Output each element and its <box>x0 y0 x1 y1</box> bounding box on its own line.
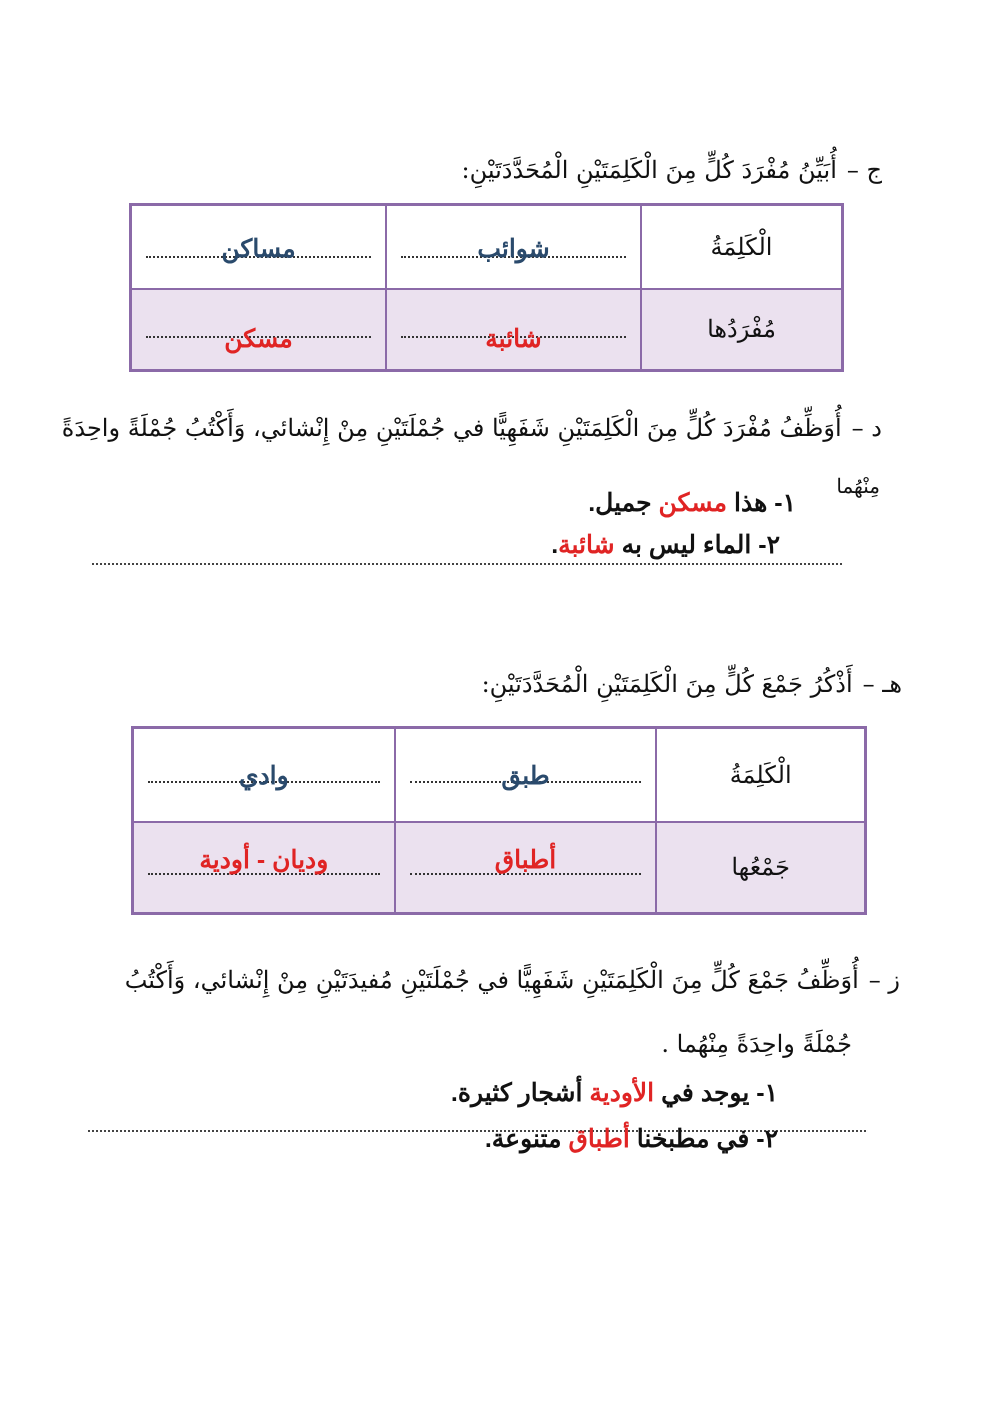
question-z-label: ز – <box>868 966 900 994</box>
sentence-z-1-post: أشجار كثيرة. <box>450 1079 583 1107</box>
table-h-header-plural: جَمْعُها <box>656 822 865 914</box>
table-c <box>129 203 844 372</box>
sentence-z-1-num: ١- <box>756 1079 778 1107</box>
question-z-text: أُوَظِّفُ جَمْعَ كُلٍّ مِنَ الْكَلِمَتَيْنِ شَفَهِيًّا في جُمْلَتَيْنِ مُفيدَتَيْنِ مِنْ إِنْشائي، وَأَكْتُبُ <box>124 966 859 994</box>
sentence-z-2-post: متنوعة. <box>484 1125 562 1153</box>
table-h-cell-word-1 <box>395 728 657 822</box>
table-c-word-2: مساكن <box>221 235 296 263</box>
table-c-answer-1: شائبة <box>485 324 542 353</box>
sentence-d-1-highlight: مسكن <box>658 489 728 517</box>
table-h-cell-answer-1 <box>395 822 657 914</box>
question-z <box>125 966 900 995</box>
question-c-text: أُبَيِّنُ مُفْرَدَ كُلٍّ مِنَ الْكَلِمَتَيْنِ الْمُحَدَّدَتَيْنِ: <box>461 156 837 184</box>
sentence-d-2 <box>551 530 780 560</box>
question-h-text: أَذْكُرُ جَمْعَ كُلٍّ مِنَ الْكَلِمَتَيْنِ الْمُحَدَّدَتَيْنِ: <box>481 670 853 698</box>
table-h-word-1: طبق <box>501 762 550 790</box>
question-d-line2: مِنْهُما <box>836 474 880 498</box>
sentence-z-1-pre: يوجد في <box>661 1079 750 1107</box>
table-h-header-word: الْكَلِمَةُ <box>656 728 865 822</box>
sentence-z-2-pre: في مطبخنا <box>636 1125 750 1153</box>
table-c-cell-word-2 <box>131 205 387 289</box>
sentence-d-2-post: . <box>551 531 559 559</box>
sentence-d-2-num: ٢- <box>758 531 780 559</box>
table-c-header-word: الْكَلِمَةُ <box>641 205 842 289</box>
sentence-z-2-num: ٢- <box>756 1125 778 1153</box>
table-c-answer-2: مسكن <box>224 324 293 353</box>
sentence-d-1-post: جميل. <box>588 489 652 517</box>
sentence-d-1-pre: هذا <box>734 489 768 517</box>
question-d-text: أُوَظِّفُ مُفْرَدَ كُلٍّ مِنَ الْكَلِمَتَيْنِ شَفَهِيًّا في جُمْلَتَيْنِ مِنْ إِنْشائي، وَأَكْتُبُ جُمْلَةً واحِدَةً <box>61 414 842 442</box>
table-h-answer-1: أطباق <box>494 845 557 874</box>
table-c-header-singular: مُفْرَدُها <box>641 289 842 371</box>
sentence-z-2 <box>485 1124 778 1154</box>
question-c-label: ج – <box>846 156 882 184</box>
table-c-word-1: شوائب <box>477 235 550 263</box>
table-h-cell-word-2 <box>133 728 395 822</box>
sentence-d-2-highlight: شائبة <box>558 531 615 559</box>
question-z-line2: جُمْلَةً واحِدَةً مِنْهُما . <box>661 1030 852 1058</box>
table-h-word-2: وادي <box>238 762 289 790</box>
table-h-cell-answer-2 <box>133 822 395 914</box>
table-h <box>131 726 867 915</box>
question-h-label: هـ – <box>862 670 902 698</box>
question-c <box>462 156 883 185</box>
table-c-cell-answer-2 <box>131 289 387 371</box>
sentence-d-2-pre: الماء ليس به <box>621 531 752 559</box>
question-d <box>62 414 882 443</box>
dotted-answer-line-d <box>92 563 842 565</box>
sentence-z-1 <box>451 1078 778 1108</box>
question-h <box>482 670 902 699</box>
table-c-cell-answer-1 <box>386 289 641 371</box>
sentence-d-1-num: ١- <box>774 489 796 517</box>
sentence-d-1 <box>588 488 796 518</box>
table-c-cell-word-1 <box>386 205 641 289</box>
sentence-z-1-highlight: الأودية <box>589 1079 655 1107</box>
sentence-z-2-highlight: أطباق <box>568 1125 630 1153</box>
table-h-answer-2: وديان - أودية <box>199 845 329 874</box>
question-d-label: د – <box>851 414 882 442</box>
